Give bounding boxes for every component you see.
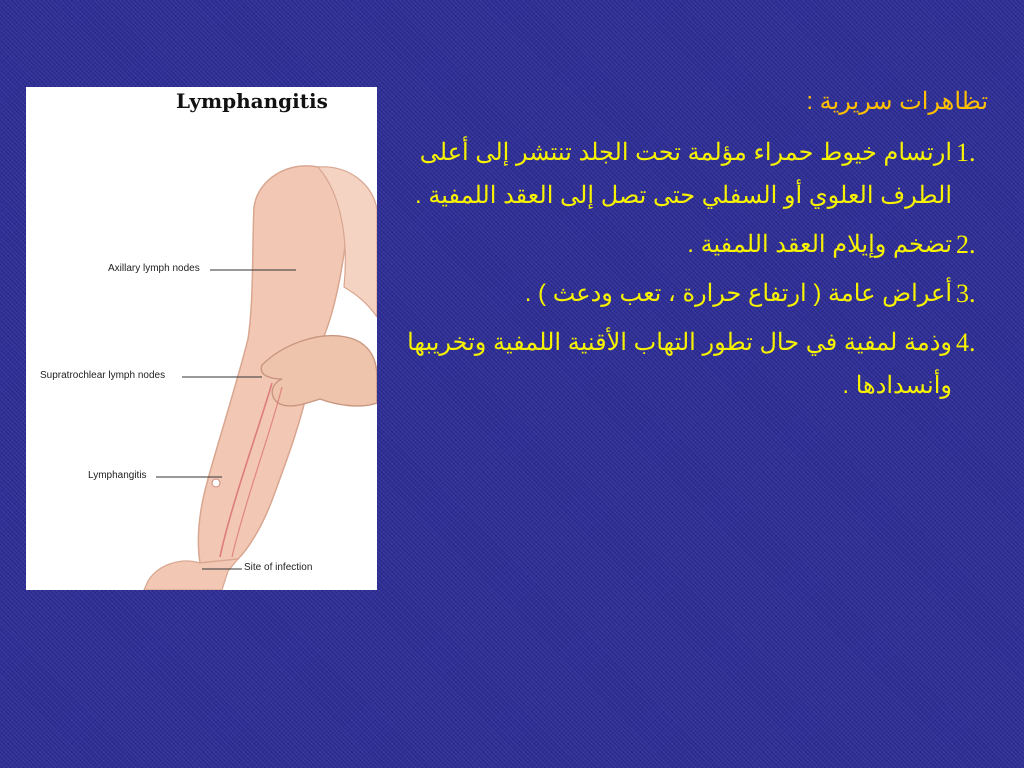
label-supratrochlear-lymph-nodes: Supratrochlear lymph nodes: [40, 370, 166, 381]
list-item-text: تضخم وإيلام العقد اللمفية .: [687, 231, 952, 258]
list-number: 1.: [956, 138, 976, 167]
list-item-text: أعراض عامة ( ارتفاع حرارة ، تعب ودعث ) .: [524, 280, 952, 307]
list-item: [390, 321, 990, 407]
hand-shape: [144, 559, 238, 590]
list-item: [390, 223, 990, 266]
list-number: 4.: [956, 328, 976, 357]
lymphangitis-illustration: [26, 87, 377, 590]
arm-drawing: [26, 87, 377, 590]
label-lymphangitis: Lymphangitis: [88, 470, 147, 481]
infection-site-mark: [212, 479, 220, 487]
clinical-manifestations-text: [390, 80, 990, 413]
list-number: 2.: [956, 230, 976, 259]
list-item-text: ارتسام خيوط حمراء مؤلمة تحت الجلد تنتشر إلى أعلى الطرف العلوي أو السفلي حتى تصل إلى العقد اللمفية .: [415, 139, 952, 209]
label-axillary-lymph-nodes: Axillary lymph nodes: [108, 263, 200, 274]
label-site-of-infection: Site of infection: [244, 562, 313, 573]
figure-title: Lymphangitis: [176, 89, 328, 113]
list-number: 3.: [956, 279, 976, 308]
list-item: [390, 131, 990, 217]
list-item: [390, 272, 990, 315]
section-heading: تظاهرات سريرية :: [806, 88, 988, 115]
list-item-text: وذمة لمفية في حال تطور التهاب الأقنية اللمفية وتخريبها وأنسدادها .: [407, 329, 952, 399]
